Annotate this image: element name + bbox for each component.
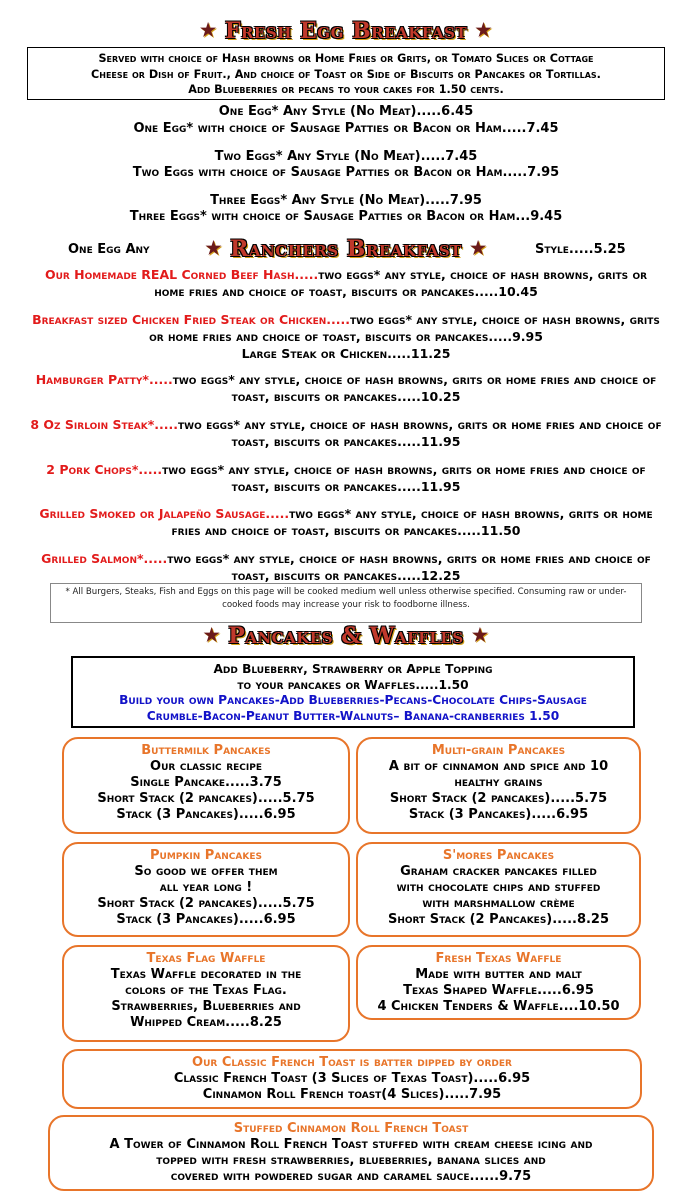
topping-line: to your pancakes or Waffles.....1.50 [237,677,469,692]
ranchers-item [30,266,662,300]
card-line: with chocolate chips and stuffed [396,880,601,895]
build-line: Build your own Pancakes-Add Blueberries-Pecans-Chocolate Chips-Sausage [119,693,587,707]
star-icon: ★ [203,625,221,646]
one-egg-any-right: Style.....5.25 [535,242,626,257]
card-line: 4 Chicken Tenders & Waffle....10.50 [377,999,620,1014]
card-line: colors of the Texas Flag. [125,983,287,998]
card-title: Multi-grain Pancakes [431,743,566,758]
card-title: Texas Flag Waffle [146,951,266,966]
card-line: A Tower of Cinnamon Roll French Toast stuffed with cream cheese icing and [109,1137,593,1152]
item-name: 2 Pork Chops*..... [46,462,163,477]
menu-card-fresh-texas-waffle [356,945,641,1020]
card-line: Single Pancake.....3.75 [130,775,282,790]
card-line: Short Stack (2 pancakes).....5.75 [389,791,608,806]
item-name: Grilled Salmon*..... [41,551,168,566]
menu-card-stuffed-cinnamon [48,1115,654,1191]
ranchers-item [30,416,662,450]
item-desc: two eggs* any style, choice of hash browns, grits or home fries and choice of toast, biscuits or pancakes.....12.25 [167,551,651,583]
egg-item: One Egg* with choice of Sausage Patties or Bacon or Ham.....7.45 [133,121,559,136]
card-line: Short Stack (2 pancakes).....5.75 [97,896,315,911]
card-line: Strawberries, Blueberries and [111,999,301,1014]
card-line: Whipped Cream.....8.25 [130,1015,282,1030]
card-title: Our Classic French Toast is batter dipped by order [192,1055,512,1070]
star-icon: ★ [471,625,489,646]
egg-item: One Egg* Any Style (No Meat).....6.45 [218,104,474,119]
item-name: 8 Oz Sirloin Steak*..... [30,417,179,432]
star-icon: ★ [205,238,222,259]
star-icon: ★ [470,238,487,259]
card-line: covered with powdered sugar and caramel sauce......9.75 [170,1169,532,1184]
card-line: all year long ! [159,880,253,895]
card-title: Buttermilk Pancakes [141,743,271,758]
card-line: Stack (3 Pancakes).....6.95 [116,912,296,927]
card-line: Our classic recipe [150,759,262,774]
egg-intro-box [27,47,665,100]
ranchers-item [30,550,662,584]
card-line: A bit of cinnamon and spice and 10 [388,759,609,774]
card-line: healthy grains [454,775,543,790]
build-line: Crumble-Bacon-Peanut Butter-Walnuts– Banana-cranberries 1.50 [146,708,560,723]
menu-card-smores [356,842,641,937]
egg-section-heading [0,18,692,44]
egg-item: Three Eggs* Any Style (No Meat).....7.95 [210,193,482,208]
egg-item: Two Eggs* Any Style (No Meat).....7.45 [214,149,478,164]
item-extra: Large Steak or Chicken.....11.25 [241,346,451,361]
item-name: Hamburger Patty*..... [35,372,173,387]
item-name: Our Homemade REAL Corned Beef Hash..... [44,267,319,282]
egg-intro-line: Cheese or Dish of Fruit., And choice of Toast or Side of Biscuits or Pancakes or Tortillas. [91,67,601,81]
ranchers-item [30,371,662,405]
one-egg-any-left: One Egg Any [68,242,150,257]
card-title: Stuffed Cinnamon Roll French Toast [233,1121,469,1136]
item-desc: two eggs* any style, choice of hash browns, grits or home fries and choice of toast, biscuits or pancakes.....11.95 [162,462,646,494]
star-icon: ★ [200,20,217,41]
item-name: Breakfast sized Chicken Fried Steak or Chicken..... [32,312,351,327]
menu-card-pumpkin [62,842,350,937]
card-line: Classic French Toast (3 Slices of Texas Toast).....6.95 [173,1071,531,1086]
item-desc: two eggs* any style, choice of hash browns, grits or home fries and choice of toast, biscuits or pancakes.....9.95 [149,312,660,344]
menu-card-french-toast [62,1049,642,1109]
card-line: Stack (3 Pancakes).....6.95 [116,807,296,822]
egg-item: Two Eggs with choice of Sausage Patties or Bacon or Ham.....7.95 [132,165,560,180]
ranchers-item [30,311,662,362]
topping-box [71,656,635,728]
cooking-note: * All Burgers, Steaks, Fish and Eggs on this page will be cooked medium well unless otherwise specified. Consuming raw or under-cooked foods may increase your risk to foodborne illness. [50,583,642,623]
ranchers-item [30,461,662,495]
menu-card-texas-flag-waffle [62,945,350,1042]
card-title: Pumpkin Pancakes [150,848,262,863]
egg-item: Three Eggs* with choice of Sausage Patties or Bacon or Ham...9.45 [129,209,563,224]
card-line: Short Stack (2 Pancakes).....8.25 [387,912,610,927]
pancakes-section-heading [0,623,692,649]
star-icon: ★ [475,20,492,41]
card-line: Stack (3 Pancakes).....6.95 [408,807,589,822]
item-desc: two eggs* any style, choice of hash browns, grits or home fries and choice of toast, biscuits or pancakes.....10.25 [172,372,657,404]
egg-section-title: Fresh Egg Breakfast [224,18,468,44]
topping-line: Add Blueberry, Strawberry or Apple Topping [213,662,493,676]
card-title: S'mores Pancakes [442,848,555,863]
card-line: Short Stack (2 pancakes).....5.75 [97,791,315,806]
egg-intro-line: Add Blueberries or pecans to your cakes for 1.50 cents. [188,83,504,96]
card-line: topped with fresh strawberries, blueberries, banana slices and [156,1153,546,1168]
card-line: Texas Shaped Waffle.....6.95 [403,983,594,998]
egg-intro-line: Served with choice of Hash browns or Home Fries or Grits, or Tomato Slices or Cottage [98,52,594,65]
menu-card-multigrain [356,737,641,834]
card-line: Graham cracker pancakes filled [400,864,597,879]
card-line: Texas Waffle decorated in the [110,967,302,982]
item-desc: two eggs* any style, choice of hash browns, grits or home fries and choice of toast, biscuits or pancakes.....11.95 [178,417,662,449]
card-line: Cinnamon Roll French toast(4 Slices).....7.95 [202,1087,502,1102]
ranchers-item [30,505,662,539]
card-line: Made with butter and malt [415,967,582,982]
card-line: So good we offer them [134,864,278,879]
pancakes-section-title: Pancakes & Waffles [228,623,464,649]
ranchers-section-title: Ranchers Breakfast [230,236,462,262]
item-desc: two eggs* any style, choice of hash browns, grits or home fries and choice of toast, biscuits or pancakes.....10.45 [154,267,648,299]
item-name: Grilled Smoked or Jalapeño Sausage..... [39,506,290,521]
card-title: Fresh Texas Waffle [435,951,562,966]
menu-card-buttermilk [62,737,350,834]
card-line: with marshmallow crème [422,896,575,911]
item-desc: two eggs* any style, choice of hash browns, grits or home fries and choice of toast, biscuits or pancakes.....11.50 [171,506,653,538]
